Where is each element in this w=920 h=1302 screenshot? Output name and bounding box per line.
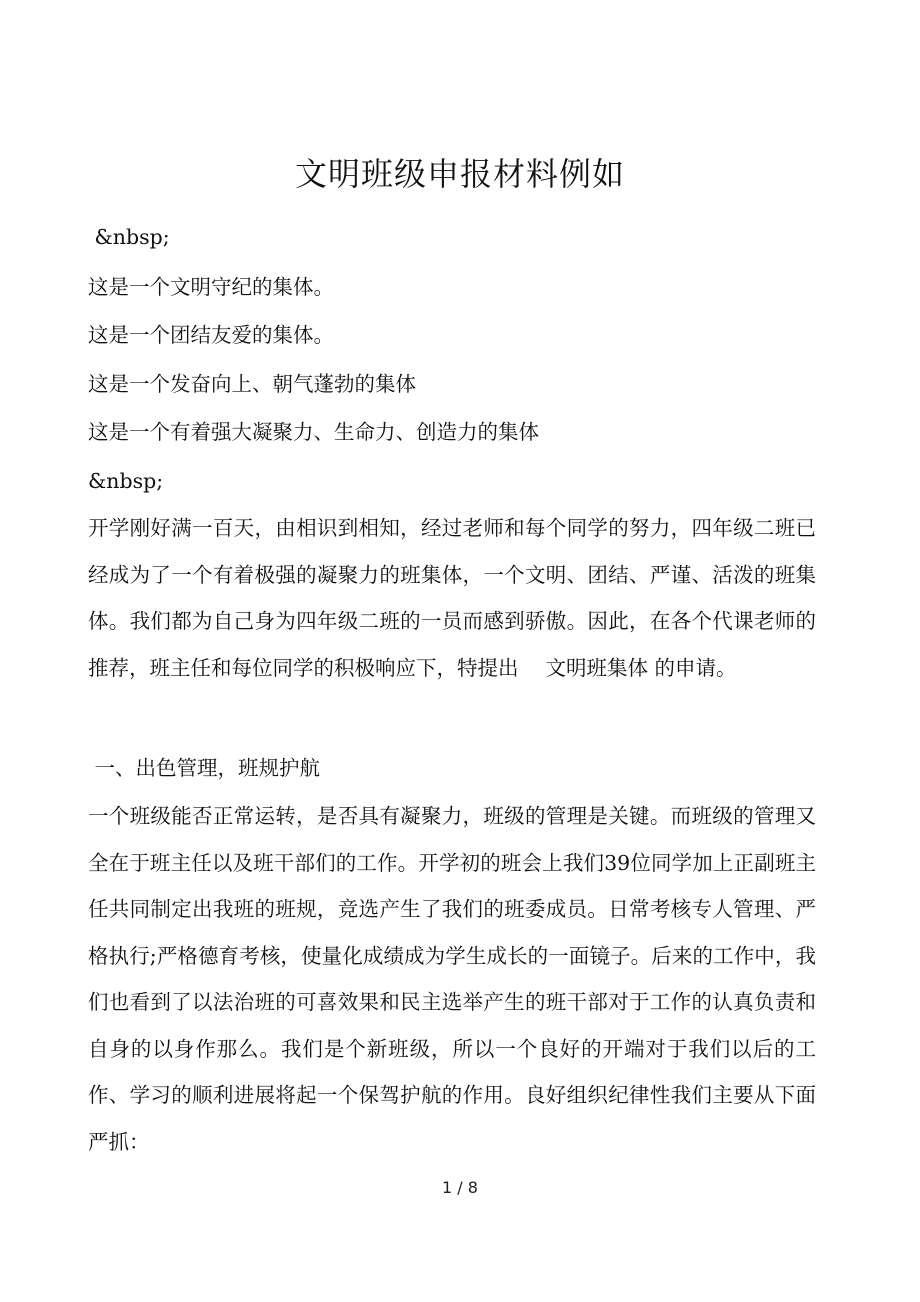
text-line-united: 这是一个团结友爱的集体。: [88, 323, 334, 347]
document-title: 文明班级申报材料例如: [294, 155, 625, 193]
page-indicator: 1 / 8: [442, 1178, 478, 1197]
paragraph-intro: 开学刚好满一百天，由相识到相知，经过老师和每个同学的努力，四年级二班已经成为了一个有着极强的凝聚力的班集体，一个文明、团结、严谨、活泼的班集体。我们都为自己身为四年级二班的一员而感到骄傲。因此，在各个代课老师的推荐，班主任和每位同学的积极响应下，特提出 文明班集体 的申请。: [88, 516, 816, 680]
text-line-striving: 这是一个发奋向上、朝气蓬勃的集体: [88, 372, 416, 396]
section-heading: 一、出色管理，班规护航: [88, 756, 321, 780]
nbsp-line-1: &nbsp;: [88, 225, 170, 249]
paragraph-management: 一个班级能否正常运转，是否具有凝聚力，班级的管理是关键。而班级的管理又全在于班主任以及班干部们的工作。开学初的班会上我们39位同学加上正副班主任共同制定出我班的班规，竞选产生了我们的班委成员。日常考核专人管理、严格执行;严格德育考核，使量化成绩成为学生成长的一面镜子。后来的工作中，我们也看到了以法治班的可喜效果和民主选举产生的班干部对于工作的认真负责和自身的以身作那么。我们是个新班级，所以一个良好的开端对于我们以后的工作、学习的顺利进展将起一个保驾护航的作用。良好组织纪律性我们主要从下面严抓：: [88, 804, 816, 1154]
nbsp-line-2: &nbsp;: [88, 469, 164, 493]
text-line-civilized: 这是一个文明守纪的集体。: [88, 275, 334, 299]
text-line-cohesion: 这是一个有着强大凝聚力、生命力、创造力的集体: [88, 420, 539, 444]
